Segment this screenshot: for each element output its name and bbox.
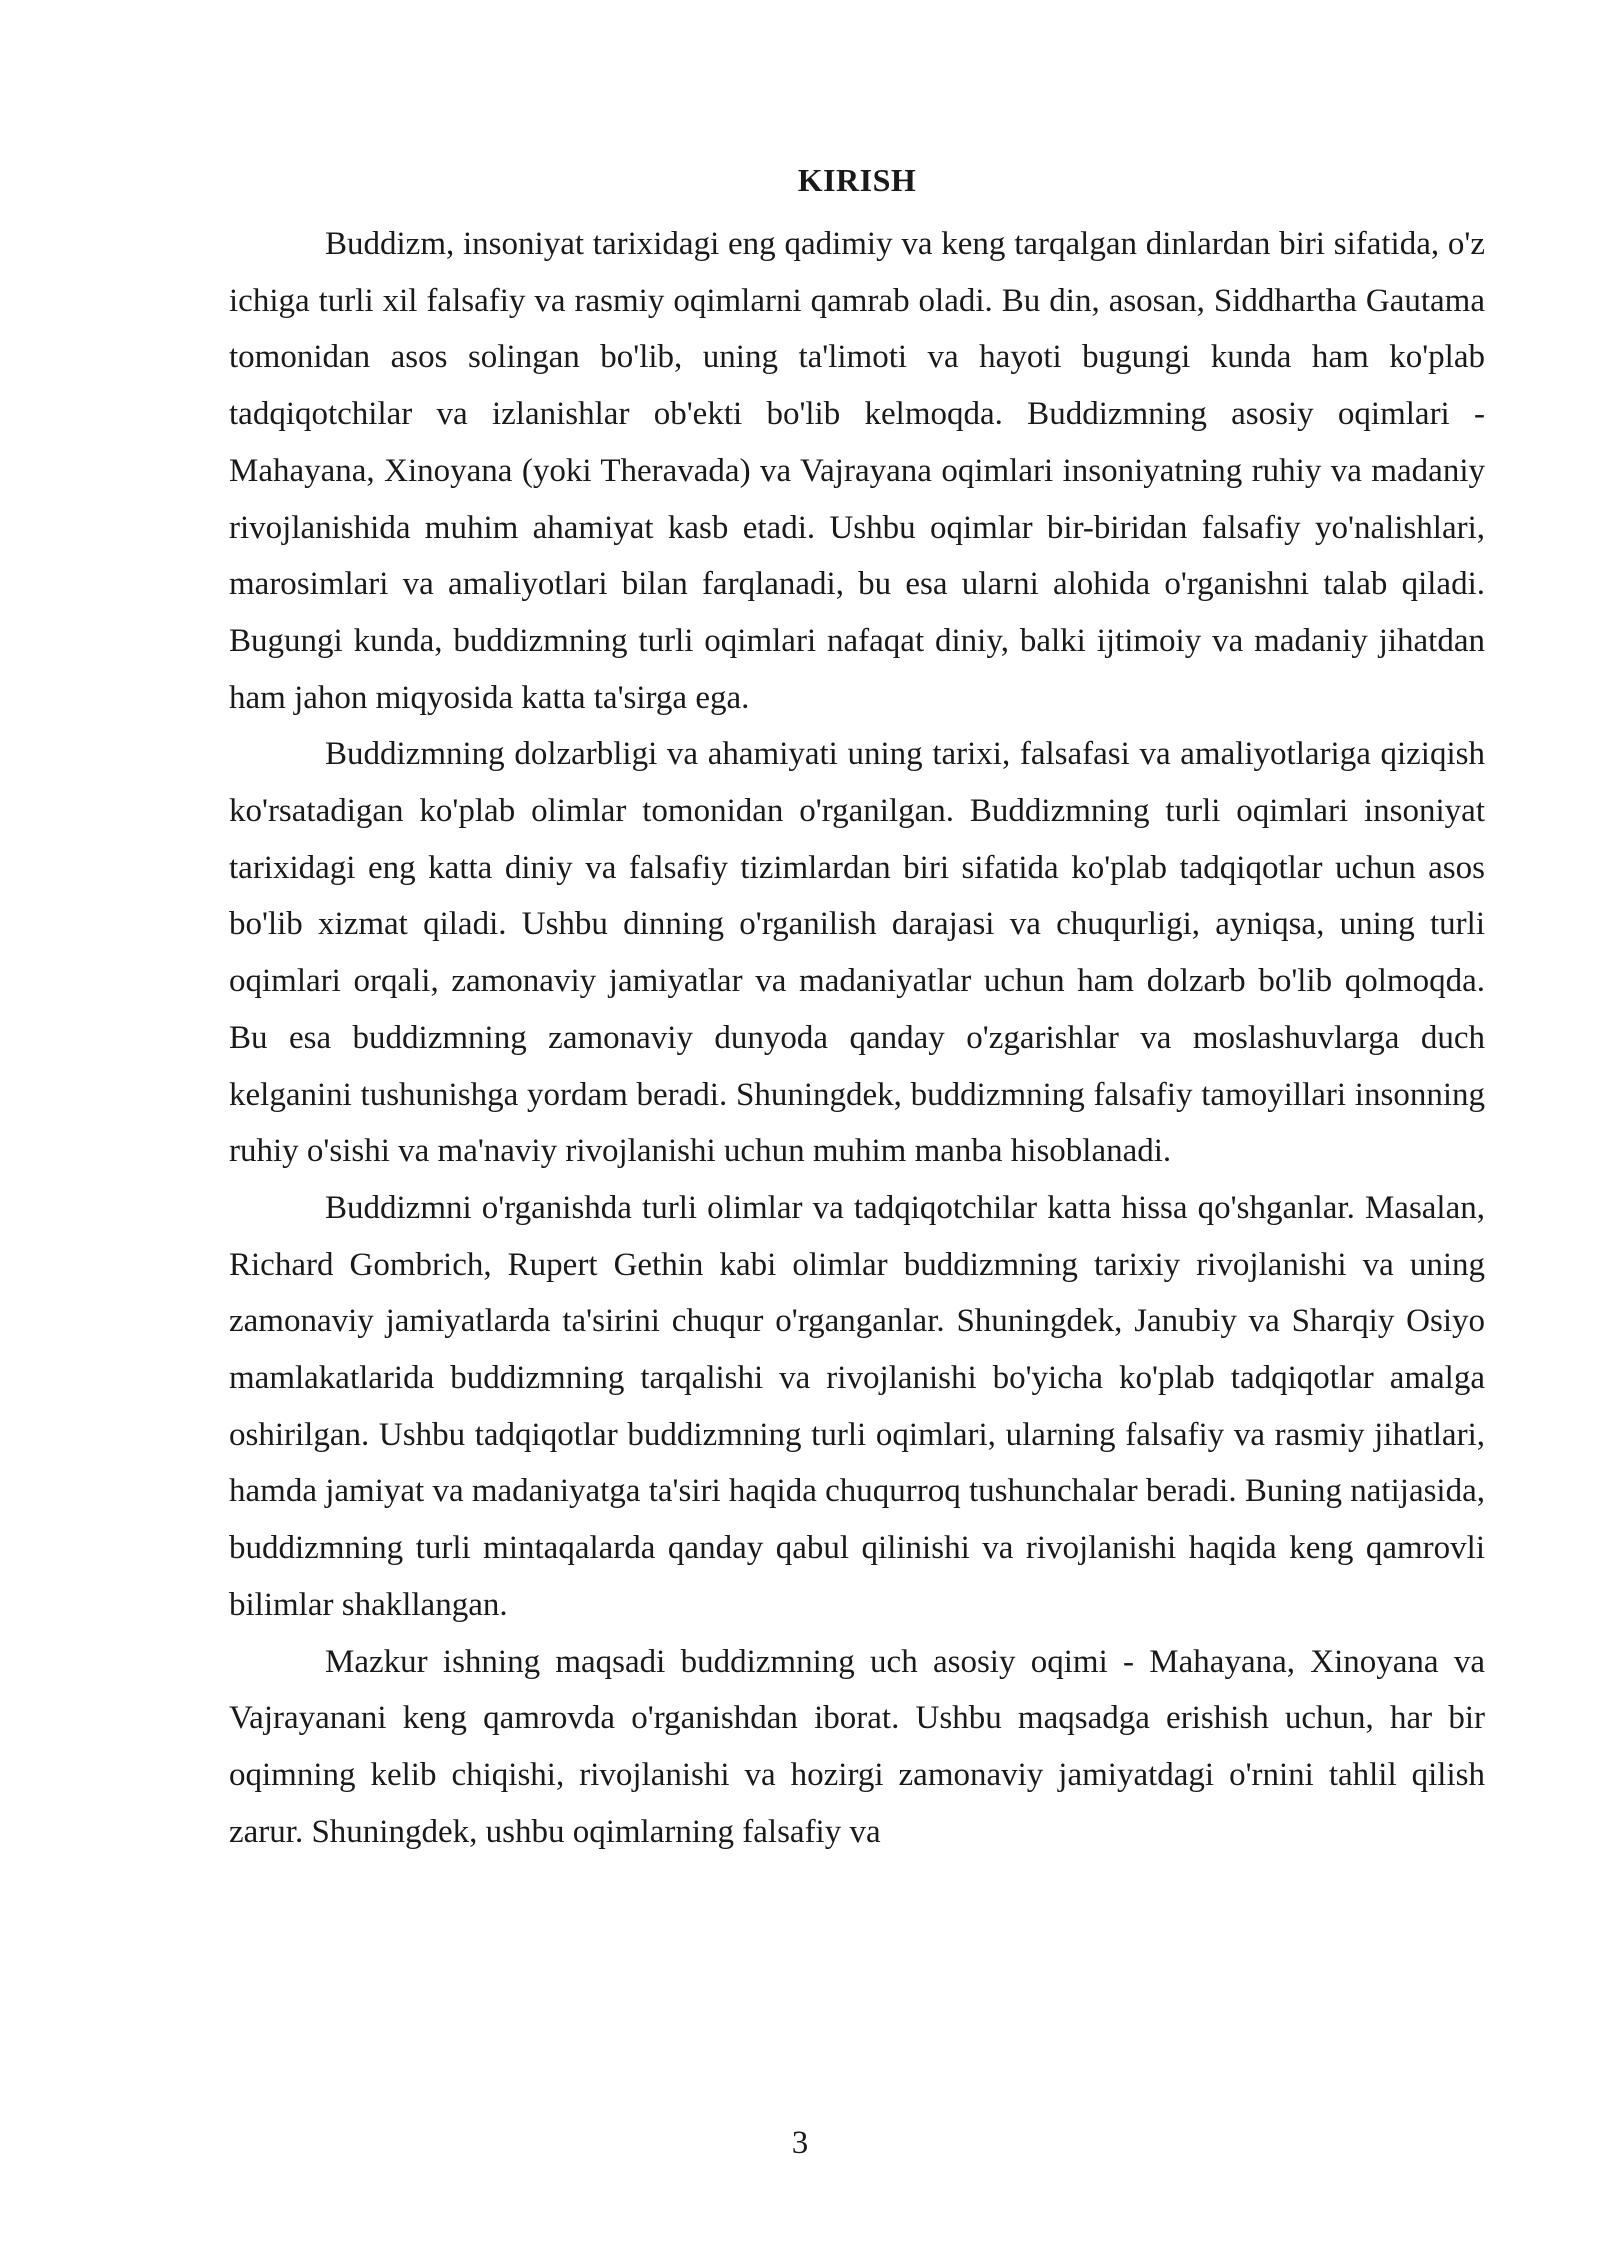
paragraph-1: Buddizm, insoniyat tarixidagi eng qadimiy va keng tarqalgan dinlardan biri sifatida, o'z ichiga turli xil falsafiy va rasmiy oqimlarni qamrab oladi. Bu din, asosan, Siddhartha Gautama tomonidan asos solingan bo'lib, uning ta'limoti va hayoti bugungi kunda ham ko'plab tadqiqotchilar va izlanishlar ob'ekti bo'lib kelmoqda. Buddizmning asosiy oqimlari - Mahayana, Xinoyana (yoki Theravada) va Vajrayana oqimlari insoniyatning ruhiy va madaniy rivojlanishida muhim ahamiyat kasb etadi. Ushbu oqimlar bir-biridan falsafiy yo'nalishlari, marosimlari va amaliyotlari bilan farqlanadi, bu esa ularni alohida o'rganishni talab qiladi. Bugungi kunda, buddizmning turli oqimlari nafaqat diniy, balki ijtimoiy va madaniy jihatdan ham jahon miqyosida katta ta'sirga ega. (229, 226, 1485, 716)
page-number: 3 (791, 2125, 809, 2161)
paragraph-3: Buddizmni o'rganishda turli olimlar va tadqiqotchilar katta hissa qo'shganlar. Masalan, Richard Gombrich, Rupert Gethin kabi olimlar buddizmning tarixiy rivojlanishi va uning zamonaviy jamiyatlarda ta'sirini chuqur o'rganganlar. Shuningdek, Janubiy va Sharqiy Osiyo mamlakatlarida buddizmning tarqalishi va rivojlanishi bo'yicha ko'plab tadqiqotlar amalga oshirilgan. Ushbu tadqiqotlar buddizmning turli oqimlari, ularning falsafiy va rasmiy jihatlari, hamda jamiyat va madaniyatga ta'siri haqida chuqurroq tushunchalar beradi. Buning natijasida, buddizmning turli mintaqalarda qanday qabul qilinishi va rivojlanishi haqida keng qamrovli bilimlar shakllangan. (229, 1189, 1485, 1623)
paragraph-4: Mazkur ishning maqsadi buddizmning uch asosiy oqimi - Mahayana, Xinoyana va Vajrayanani keng qamrovda o'rganishdan iborat. Ushbu maqsadga erishish uchun, har bir oqimning kelib chiqishi, rivojlanishi va hozirgi zamonaviy jamiyatdagi o'rnini tahlil qilish zarur. Shuningdek, ushbu oqimlarning falsafiy va (229, 1643, 1485, 1850)
page-content (229, 160, 1485, 1860)
section-title: KIRISH (797, 162, 917, 198)
paragraph-2: Buddizmning dolzarbligi va ahamiyati uning tarixi, falsafasi va amaliyotlariga qiziqish ko'rsatadigan ko'plab olimlar tomonidan o'rganilgan. Buddizmning turli oqimlari insoniyat tarixidagi eng katta diniy va falsafiy tizimlardan biri sifatida ko'plab tadqiqotlar uchun asos bo'lib xizmat qiladi. Ushbu dinning o'rganilish darajasi va chuqurligi, ayniqsa, uning turli oqimlari orqali, zamonaviy jamiyatlar va madaniyatlar uchun ham dolzarb bo'lib qolmoqda. Bu esa buddizmning zamonaviy dunyoda qanday o'zgarishlar va moslashuvlarga duch kelganini tushunishga yordam beradi. Shuningdek, buddizmning falsafiy tamoyillari insonning ruhiy o'sishi va ma'naviy rivojlanishi uchun muhim manba hisoblanadi. (229, 736, 1485, 1170)
